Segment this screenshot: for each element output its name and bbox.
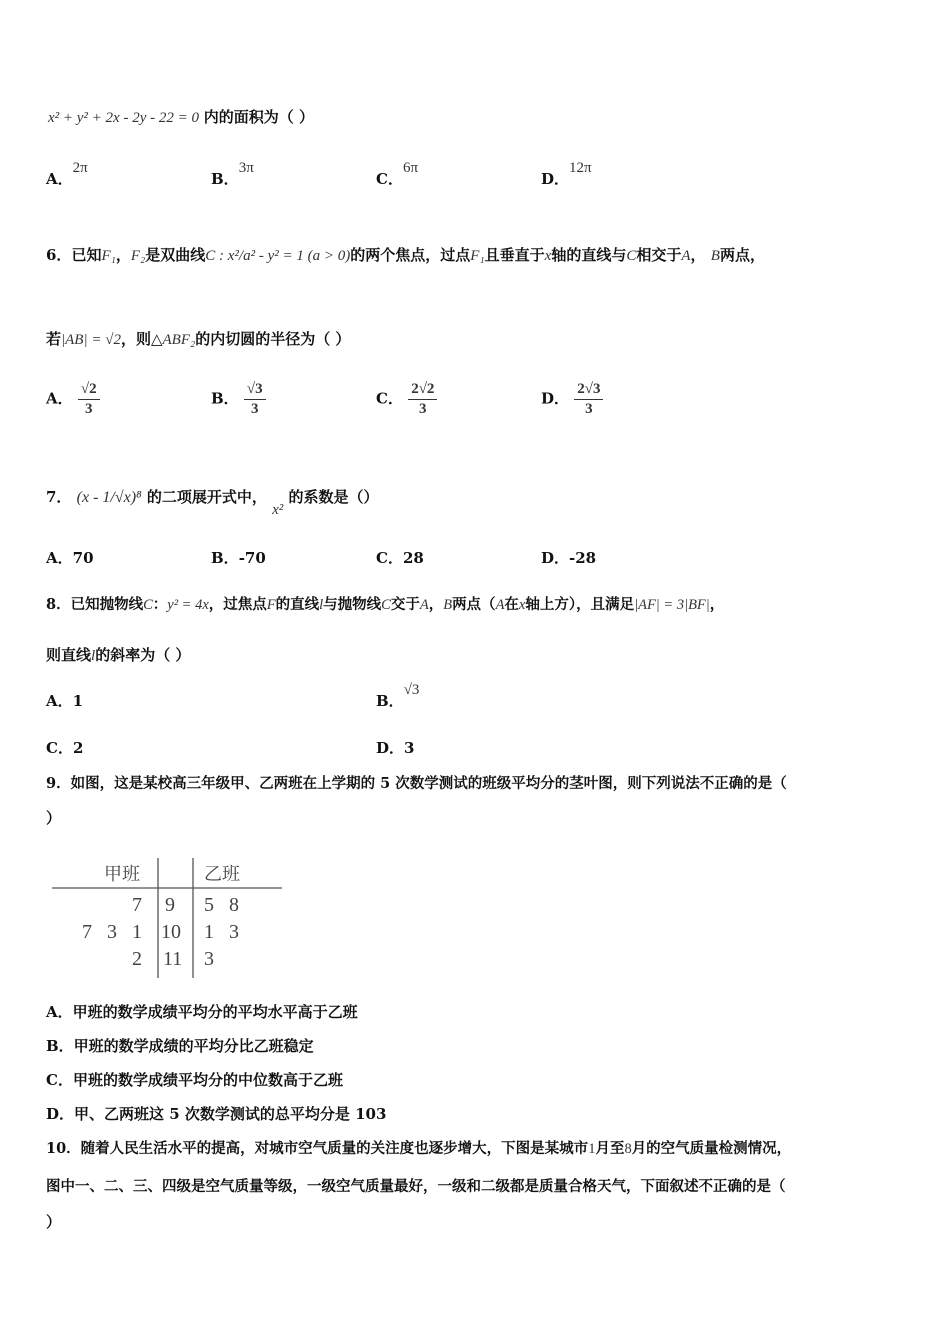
text: 的内切圆的半径为（ ）: [195, 330, 351, 348]
text: 的二项展开式中，: [146, 488, 267, 506]
option-label: A．: [46, 170, 73, 188]
option-label: B．: [211, 549, 239, 567]
option-value: 6π: [402, 160, 419, 176]
denominator: 3: [585, 401, 593, 417]
q10-line-3: ）: [46, 1213, 62, 1231]
math: x: [544, 248, 552, 264]
q5-line: [48, 106, 314, 127]
option-label: B．: [211, 170, 239, 188]
text: 的直线: [275, 596, 320, 613]
math: |AB| = √2: [61, 332, 121, 348]
math: l: [319, 597, 324, 613]
stem: 10: [161, 921, 181, 943]
q8-line-2: [46, 644, 190, 665]
math: 1: [588, 1141, 596, 1157]
option-label: A．: [46, 549, 73, 567]
question-number: 8．: [46, 596, 71, 613]
math: C: [626, 248, 637, 264]
q8-option-c: [46, 737, 83, 758]
math: C: [381, 597, 391, 613]
text: 10．随着人民生活水平的提高，对城市空气质量的关注度也逐步增大，下图是某城市: [46, 1140, 589, 1157]
q8-option-b: [376, 682, 420, 711]
fraction: [78, 380, 100, 419]
q7-line: [46, 486, 379, 518]
q7-option-a: [46, 547, 94, 568]
text: 相交于: [636, 246, 682, 264]
option-value: -70: [238, 549, 266, 567]
math: l: [91, 648, 96, 664]
text: ：: [152, 596, 168, 613]
q7-option-d: [541, 547, 596, 568]
q5-option-b: [211, 160, 254, 189]
option-value: 70: [72, 549, 94, 567]
right-leaves: 5 8: [204, 894, 239, 916]
option-value: 2π: [72, 160, 88, 176]
numerator: 2√2: [408, 380, 437, 400]
left-leaves: 7: [132, 894, 142, 916]
numerator: 2√3: [574, 380, 603, 400]
text: 月至: [595, 1140, 625, 1157]
q8-line-1: [46, 593, 724, 614]
text: 的斜率为（ ）: [95, 646, 191, 664]
q9-option-d: D．甲、乙两班这 5 次数学测试的总平均分是 103: [46, 1105, 387, 1123]
left-leaves: 2: [132, 948, 142, 970]
text: 两点（: [452, 596, 496, 613]
question-number: 6．: [46, 246, 72, 264]
math: F₁: [101, 248, 116, 264]
q6-option-a: [46, 380, 100, 419]
q5-stem: 内的面积为（ ）: [203, 108, 314, 126]
option-label: C．: [376, 170, 403, 188]
math: F: [266, 597, 276, 613]
text: 则直线: [46, 646, 92, 664]
q6-option-d: [541, 380, 603, 419]
left-leaves: 7 3 1: [82, 921, 142, 943]
math: C: [143, 597, 153, 613]
q8-option-d: [376, 737, 414, 758]
option-value: 1: [72, 692, 84, 710]
text: 已知: [71, 246, 102, 264]
text: 交于: [390, 596, 420, 613]
q9-line-1: 9．如图，这是某校高三年级甲、乙两班在上学期的 5 次数学测试的班级平均分的茎叶图，则下列说法不正确的是（: [46, 775, 787, 792]
math: ABF₂: [162, 332, 196, 348]
right-leaves: 1 3: [204, 921, 239, 943]
fraction: [408, 380, 437, 419]
math: F₁: [470, 248, 485, 264]
q8-option-a: [46, 690, 83, 711]
text: 两点，: [719, 246, 765, 264]
option-label: C．: [376, 549, 403, 567]
option-label: D．: [541, 170, 570, 188]
q6-line-1: 6．已知F₁，F₂是双曲线C : x²/a² - y² = 1 (a > 0)的两个焦点，过点F₁且垂直于x轴的直线与C相交于A， B两点，: [46, 246, 765, 264]
math: A: [681, 248, 691, 264]
option-value: 2: [72, 739, 84, 757]
q9-line-2: ）: [46, 809, 62, 827]
q9-option-b: B．甲班的数学成绩的平均分比乙班稳定: [46, 1037, 314, 1055]
q10-line-2: 图中一、二、三、四级是空气质量等级，一级空气质量最好，一级和二级都是质量合格天气，下面叙述不正确的是（: [46, 1178, 786, 1195]
text: ，过焦点: [208, 596, 267, 613]
option-label: D．: [541, 389, 570, 408]
option-value: √3: [403, 682, 420, 698]
option-value: 3π: [238, 160, 254, 176]
math: F₂: [130, 248, 146, 264]
denominator: 3: [84, 401, 93, 417]
question-number: 7．: [46, 488, 72, 506]
math: 8: [624, 1141, 632, 1157]
math: A: [495, 597, 505, 613]
text: 是双曲线: [145, 246, 206, 264]
option-label: B．: [211, 389, 239, 408]
q5-option-a: [46, 160, 88, 189]
math: B: [710, 248, 720, 264]
text: 轴上方），且满足: [525, 596, 635, 613]
text: 轴的直线与: [551, 246, 627, 264]
option-label: D．: [376, 739, 405, 757]
q6-option-b: [211, 380, 266, 419]
math-curve: C : x²/a² - y² = 1 (a > 0): [205, 248, 351, 264]
q6-line-2: [46, 328, 350, 349]
stem-leaf-plot: [52, 858, 284, 978]
option-value: 3: [404, 739, 415, 757]
text: 的两个焦点，过点: [350, 246, 471, 264]
text: ，: [428, 596, 444, 613]
option-label: B．: [376, 692, 404, 710]
text: 月的空气质量检测情况，: [631, 1140, 792, 1157]
q9-option-c: C．甲班的数学成绩平均分的中位数高于乙班: [46, 1071, 343, 1089]
option-value: -28: [569, 549, 597, 567]
math-expression: (x - 1/√x)⁸: [76, 489, 142, 506]
numerator: √3: [244, 380, 266, 400]
q7-option-c: [376, 547, 424, 568]
math: B: [443, 597, 453, 613]
text: 在: [504, 596, 519, 613]
q6-option-c: [376, 380, 437, 419]
option-label: A．: [46, 692, 73, 710]
text: 的系数是（）: [288, 488, 379, 506]
text: ，则△: [120, 330, 163, 348]
stem: 11: [163, 948, 183, 970]
math: x: [518, 597, 526, 613]
denominator: 3: [251, 401, 259, 417]
math: x²: [272, 502, 284, 518]
right-leaves: 3: [204, 948, 214, 970]
option-label: C．: [46, 739, 73, 757]
option-label: A．: [46, 389, 73, 408]
q7-option-b: [211, 547, 266, 568]
q5-option-d: [541, 160, 592, 189]
math: A: [419, 597, 429, 613]
option-label: D．: [541, 549, 570, 567]
text: 已知抛物线: [70, 596, 144, 613]
text: 若: [46, 330, 62, 348]
fraction: [244, 380, 266, 419]
q5-formula: x² + y² + 2x - 2y - 22 = 0: [48, 110, 199, 126]
right-header: 乙班: [204, 864, 240, 885]
denominator: 3: [419, 401, 427, 417]
option-value: 12π: [569, 160, 592, 176]
option-value: 28: [402, 549, 424, 567]
math-equation: y² = 4x: [167, 597, 209, 613]
left-header: 甲班: [104, 864, 140, 885]
numerator: √2: [78, 380, 100, 400]
text: ，: [709, 596, 725, 613]
q5-option-c: [376, 160, 419, 189]
math-condition: |AF| = 3|BF|: [634, 597, 710, 613]
option-label: C．: [376, 389, 403, 408]
q10-line-1: [46, 1137, 791, 1158]
text: ，: [115, 246, 131, 264]
q9-option-a: A．甲班的数学成绩平均分的平均水平高于乙班: [46, 1003, 358, 1021]
fraction: [574, 380, 603, 419]
stem: 9: [165, 894, 175, 916]
text: 与抛物线: [323, 596, 382, 613]
text: 且垂直于: [484, 246, 545, 264]
